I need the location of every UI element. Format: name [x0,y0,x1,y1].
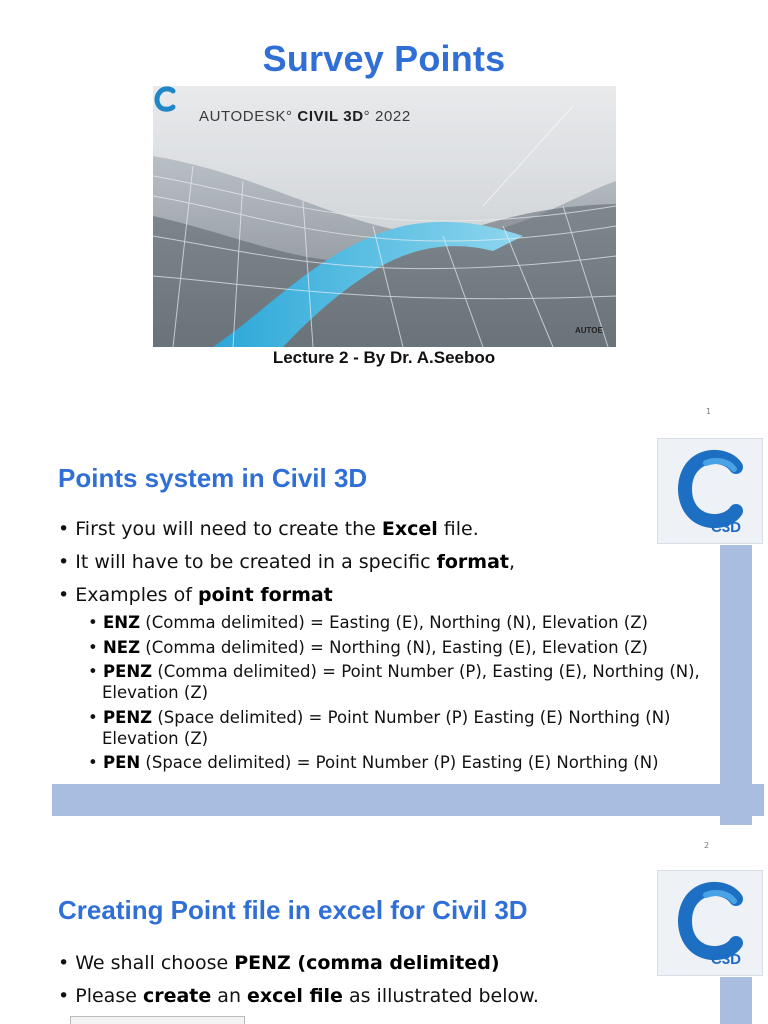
civil3d-logo-icon [153,86,179,112]
c3d-logo-label: C3D [711,519,742,536]
banner-brand-text: AUTODESK° CIVIL 3D° 2022 [199,108,411,125]
slide2-title: Points system in Civil 3D [58,463,368,493]
bullet-format: • It will have to be created in a specific format, [58,551,516,573]
decorative-vertical-bar [720,545,752,825]
sub-bullet-enz: • ENZ (Comma delimited) = Easting (E), Northing (N), Elevation (Z) [88,613,648,632]
page-number-1: 1 [706,407,712,416]
c3d-logo-label: C3D [711,951,742,968]
bullet-choose-penz: • We shall choose PENZ (comma delimited) [58,952,500,974]
c3d-logo-tile [657,438,763,544]
bullet-examples: • Examples of point format [58,584,333,606]
sub-bullet-penz-comma: • PENZ (Comma delimited) = Point Number (P), Easting (E), Northing (N), Elevation (Z) [88,662,700,702]
slide3-title: Creating Point file in excel for Civil 3D [58,895,528,925]
civil3d-banner-image [153,86,616,347]
decorative-horizontal-bar [52,784,764,816]
decorative-vertical-bar-2 [720,977,752,1024]
c3d-logo-tile-2 [657,870,763,976]
sub-bullet-penz-space: • PENZ (Space delimited) = Point Number (P) Easting (E) Northing (N) Elevation (Z) [88,708,671,748]
bridge-structure-illustration [153,86,616,347]
bullet-excel: • First you will need to create the Excel file. [58,518,479,540]
lecture-subtitle: Lecture 2 - By Dr. A.Seeboo [272,348,496,367]
slide1-title: Survey Points [262,38,506,79]
page-number-2: 2 [704,841,710,850]
banner-corner-text: AUTOE [575,326,603,335]
bullet-create-excel: • Please create an excel file as illustrated below. [58,985,539,1007]
sub-bullet-nez: • NEZ (Comma delimited) = Northing (N), Easting (E), Elevation (Z) [88,638,648,657]
sub-bullet-pen: • PEN (Space delimited) = Point Number (P) Easting (E) Northing (N) [88,753,659,772]
excel-screenshot-preview [70,1016,245,1024]
